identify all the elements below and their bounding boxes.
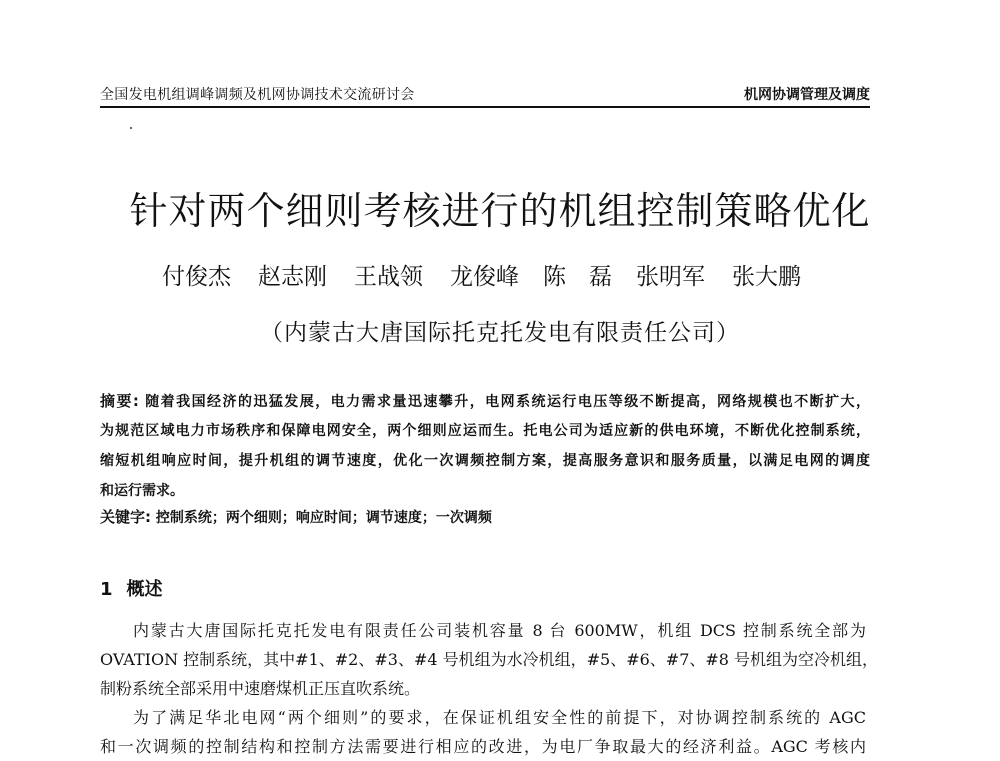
keywords [100,506,870,527]
conference-name: 全国发电机组调峰调频及机网协调技术交流研讨会 [100,87,415,103]
author-name: 张大鹏 [732,264,801,290]
section-number: 1 [100,579,113,600]
abstract-line: 缩短机组响应时间，提升机组的调节速度，优化一次调频控制方案，提高服务意识和服务质量，以满足电网的调度 [100,453,870,469]
body-line: 制粉系统全部采用中速磨煤机正压直吹系统。 [100,679,421,698]
body-line: 内蒙古大唐国际托克托发电有限责任公司装机容量 8 台 600MW，机组 DCS 控制系统全部为 [133,621,866,640]
paper-title: 针对两个细则考核进行的机组控制策略优化 [129,189,871,233]
abstract-line: 和运行需求。 [100,483,184,499]
section-heading [100,575,163,601]
scan-speck [130,127,132,129]
author-name: 付俊杰 [162,264,231,290]
running-header [100,84,870,108]
author-name: 陈 磊 [543,264,612,290]
author-list [150,258,850,290]
body-text [100,616,879,761]
keywords-label: 关键字: [100,508,151,526]
abstract [100,386,870,506]
section-title: 概述 [126,579,163,600]
abstract-line: 为规范区域电力市场秩序和保障电网安全，两个细则应运而生。托电公司为适应新的供电环境，不断优化控制系统， [100,423,870,439]
header-divider [100,106,870,108]
body-line: 为了满足华北电网“两个细则”的要求，在保证机组安全性的前提下，对协调控制系统的 AGC [133,708,866,727]
author-name: 赵志刚 [258,264,327,290]
body-line: 和一次调频的控制结构和控制方法需要进行相应的改进，为电厂争取最大的经济利益。AGC 考核内 [100,737,866,756]
section-category: 机网协调管理及调度 [744,87,870,103]
author-name: 张明军 [636,264,705,290]
affiliation: （内蒙古大唐国际托克托发电有限责任公司） [260,320,740,346]
keywords-text: 控制系统；两个细则；响应时间；调节速度；一次调频 [155,510,492,526]
body-line: OVATION 控制系统，其中#1、#2、#3、#4 号机组为水冷机组，#5、#6、#7、#8 号机组为空冷机组， [100,650,879,669]
abstract-label: 摘要: [100,392,139,410]
author-name: 龙俊峰 [450,264,519,290]
abstract-line: 摘要: 随着我国经济的迅猛发展，电力需求量迅速攀升，电网系统运行电压等级不断提高，网络规模也不断扩大， [100,392,871,410]
author-name: 王战领 [354,264,423,290]
